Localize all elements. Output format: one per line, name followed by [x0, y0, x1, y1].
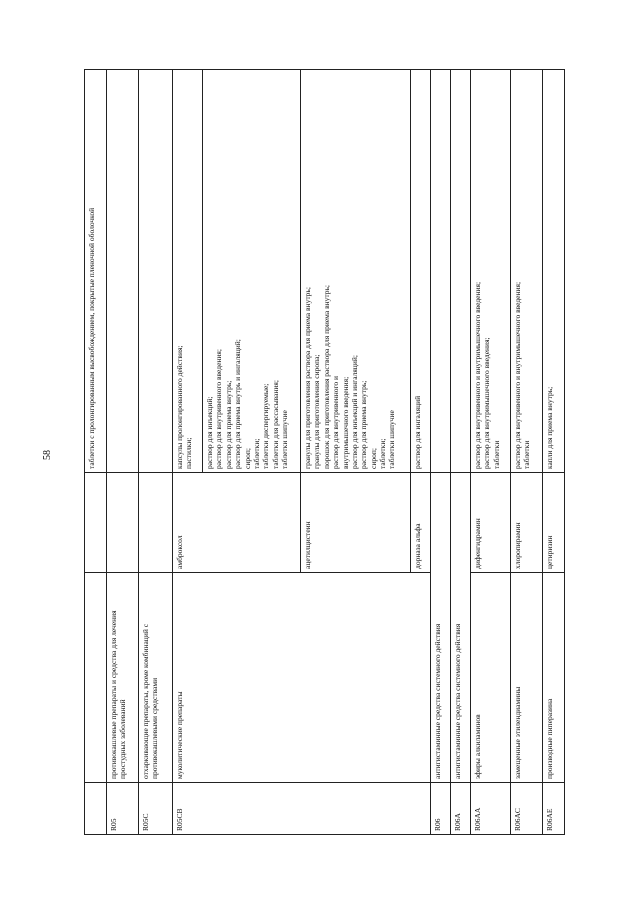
table-row [451, 70, 471, 835]
table-cell-drug [451, 473, 471, 573]
table-cell-drug: хлоропирамин [511, 473, 543, 573]
table-cell-group: отхаркивающие препараты, кроме комбинаций с противокашлевыми средствами [139, 573, 173, 783]
dosage-form-line: раствор для инъекций; [205, 396, 214, 469]
table-cell-drug [139, 473, 173, 573]
table-cell-code: R05C [139, 783, 173, 835]
table-cell-forms [411, 70, 431, 473]
table-cell-forms [107, 70, 139, 473]
table-cell-code: R06AC [511, 783, 543, 835]
table-cell-forms [451, 70, 471, 473]
table-cell-code: R06 [431, 783, 451, 835]
table-cell-forms [173, 70, 203, 473]
table-cell-drug: амброксол [173, 473, 301, 573]
table-row [107, 70, 139, 835]
table-row [511, 70, 543, 835]
dosage-form-line: сироп; [242, 448, 252, 469]
table-cell-code: R05CB [173, 783, 431, 835]
dosage-form-line: гранулы для приготовления раствора для приема внутрь; [303, 287, 312, 469]
page-number: 58 [42, 450, 53, 460]
table-cell-code: R05 [107, 783, 139, 835]
dosage-form-line: раствор для внутривенного и внутримышечного введения; [473, 281, 482, 469]
dosage-form-line: раствор для внутривенного и внутримышечного введения; [513, 281, 522, 469]
table-cell-group: эфиры алкиламинов [471, 573, 511, 783]
table-cell-code: R06AE [543, 783, 565, 835]
dosage-form-line: гранулы для приготовления сиропа; [312, 354, 322, 469]
drug-table [84, 69, 565, 835]
table-row [543, 70, 565, 835]
table-row [431, 70, 451, 835]
dosage-form-line: раствор для приема внутрь; [223, 380, 233, 469]
dosage-form-line: таблетки; [251, 438, 261, 469]
table-cell-drug: дорназа альфа [411, 473, 431, 573]
dosage-form-line: раствор для внутривенного введения; [214, 349, 224, 469]
dosage-form-line: таблетки [491, 440, 501, 469]
table-cell-forms [203, 70, 301, 473]
dosage-form-line: таблетки диспергируемые; [261, 383, 271, 469]
table-cell-drug [431, 473, 451, 573]
dosage-form-line: таблетки [522, 440, 532, 469]
table-cell-drug [85, 473, 107, 573]
table-cell-group: муколитические препараты [173, 573, 431, 783]
table-cell-group: замещенные этилендиамины [511, 573, 543, 783]
dosage-form-line: раствор для внутримышечного введения; [482, 337, 492, 469]
table-row [173, 70, 203, 835]
table-cell-forms [511, 70, 543, 473]
table-cell-group: производные пиперазина [543, 573, 565, 783]
table-cell-forms [431, 70, 451, 473]
dosage-form-line: раствор для внутривенного и [331, 375, 341, 469]
table-cell-drug: дифенгидрамин [471, 473, 511, 573]
table-row [471, 70, 511, 835]
dosage-form-line: внутримышечного введения; [340, 376, 350, 469]
table-row [139, 70, 173, 835]
dosage-form-line: пастилки; [184, 437, 194, 469]
table-cell-forms [301, 70, 411, 473]
top-note: таблетки с пролонгированным высвобождением, покрытые пленочной оболочкой [85, 70, 107, 473]
rotated-page-content [84, 70, 554, 835]
dosage-form-line: капли для приема внутрь; [545, 386, 554, 469]
table-cell-code [85, 783, 107, 835]
table-cell-group [85, 573, 107, 783]
table-cell-group: противокашлевые препараты и средства для лечения простудных заболеваний [107, 573, 139, 783]
dosage-form-line: раствор для ингаляций [413, 395, 422, 469]
dosage-form-line: порошок для приготовления раствора для приема внутрь; [321, 285, 331, 469]
dosage-form-line: раствор для приема внутрь и ингаляций; [233, 339, 243, 469]
dosage-form-line: сироп; [368, 448, 378, 469]
dosage-form-line: таблетки шипучие [387, 410, 397, 469]
table-cell-code: R06AA [471, 783, 511, 835]
dosage-form-line: капсулы пролонгированного действия; [175, 345, 184, 469]
table-cell-forms [471, 70, 511, 473]
table-cell-drug: цетиризин [543, 473, 565, 573]
table-cell-group: антигистаминные средства системного действия [451, 573, 471, 783]
dosage-form-line: раствор для инъекций и ингаляций; [349, 355, 359, 469]
table-cell-drug [107, 473, 139, 573]
table-cell-code: R06A [451, 783, 471, 835]
dosage-form-line: таблетки для рассасывания; [270, 380, 280, 469]
table-cell-forms [139, 70, 173, 473]
dosage-form-line: таблетки шипучие [280, 410, 289, 469]
table-cell-forms [543, 70, 565, 473]
dosage-form-line: таблетки; [378, 438, 387, 469]
dosage-form-line: раствор для приема внутрь; [359, 380, 369, 469]
table-cell-drug: ацетилцистеин [301, 473, 411, 573]
table-row [85, 70, 107, 835]
table-cell-group: антигистаминные средства системного действия [431, 573, 451, 783]
